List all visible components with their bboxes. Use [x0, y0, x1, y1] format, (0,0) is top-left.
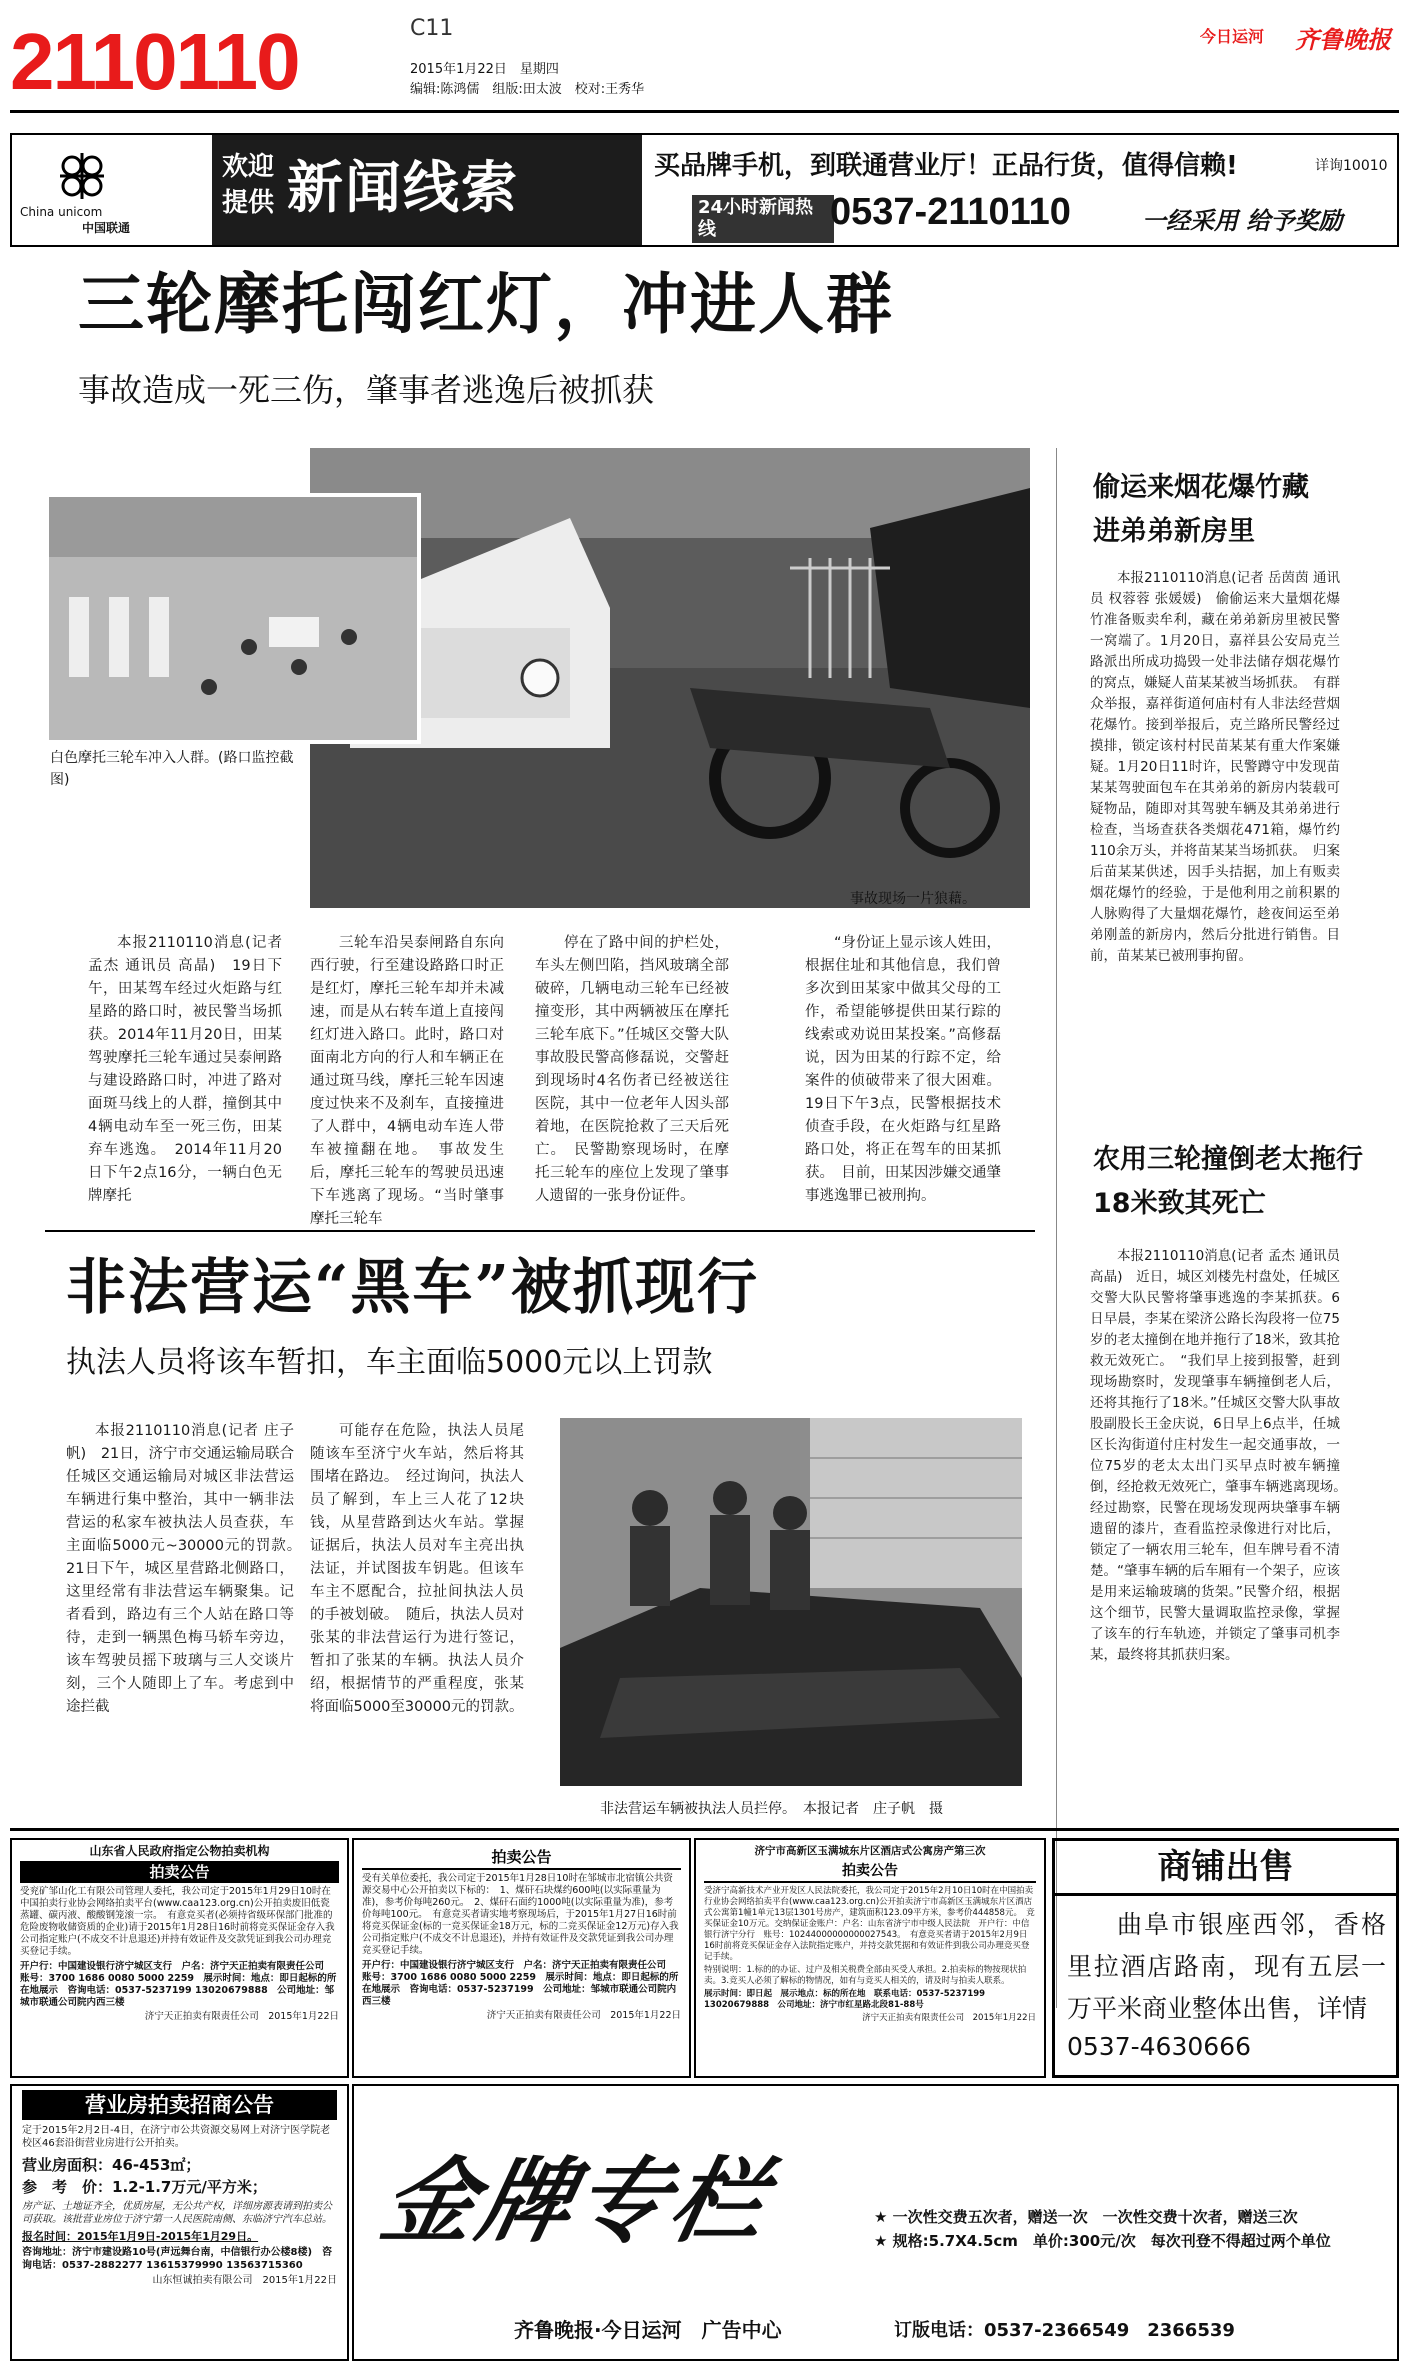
ad3-sign: 济宁天正拍卖有限责任公司 2015年1月22日 [862, 2013, 1036, 2023]
article1-col3 [535, 932, 729, 1208]
ad2-body: 受有关单位委托，我公司定于2015年1月28日10时在邹城市北宿镇公共资源交易中心公开拍卖以下标的： 1、煤矸石块煤约600吨(以实际重量为准)，参考价每吨260元。 2、煤矸石面约1000吨(以实际重量为准)，参考价每吨100元。 有意竞买者请实地考察现场后，于2015年1月27日16时前将竞买保证金(标的一竞买保证金18万元，标的二竞买保证金12万元)存入我公司指定账户(不成交不计息退还)，并持有效证件及交款凭证到我公司办理竞买登记手续。 [362, 1873, 679, 1956]
article2-title: 非法营运“黑车”被抓现行 [66, 1253, 760, 1323]
brand-en: China unicom [20, 205, 103, 219]
ad5-registration: 报名时间：2015年1月9日-2015年1月29日。 [22, 2230, 259, 2243]
article1-col4 [805, 932, 1001, 1208]
ad2-sign: 济宁天正拍卖有限责任公司 2015年1月22日 [486, 2010, 681, 2021]
article1-subtitle: 事故造成一死三伤，肇事者逃逸后被抓获 [78, 371, 655, 409]
ad1-org: 山东省人民政府指定公物拍卖机构 [89, 1844, 270, 1858]
ad1-title: 拍卖公告 [20, 1861, 339, 1883]
shop-sale-body: 曲阜市银座西邻，香格里拉酒店路南，现有五层一万平米商业整体出售，详情 [1067, 1910, 1386, 2023]
ad6-line1: 一次性交费五次者，赠送一次 一次性交费十次者，赠送三次 [892, 2208, 1298, 2226]
sidebar2-text: 本报2110110消息(记者 孟杰 通讯员 高晶) 近日，城区刘楼先村盘处，任城区交警大队民警将肇事逃逸的李某抓获。6日早晨，李某在梁济公路长沟段将一位75岁的老太撞倒在地并拖行了18米，致其抢救无效死亡。 “我们早上接到报警，赶到现场勘察时，发现肇事车辆撞倒老人后，还将其拖行了18米。”任城区交警大队事故股副股长王金庆说，6日早上6点半，任城区长沟街道付庄村发生一起交通事故，一位75岁的老太太出门买早点时被车辆撞倒，经抢救无效死亡，肇事车辆逃离现场。 经过勘察，民警在现场发现两块肇事车辆遗留的漆片，查看监控录像进行对比后，锁定了一辆农用三轮车，但车牌号看不清楚。“肇事车辆的后车厢有一个架子，应该是用来运输玻璃的货架。”民警介绍，根据这个细节，民警大量调取监控录像，掌握了该车的行车轨迹，并锁定了肇事司机李某，最终将其抓获归案。 [1090, 1248, 1354, 1663]
article1-col1-text: 本报2110110消息(记者 孟杰 通讯员 高晶) 19日下午，田某驾车经过火炬路与红星路的路口时，被民警当场抓获。2014年11月20日，田某驾驶摩托三轮车通过吴泰闸路与建设路路口时，冲进了路对面斑马线上的人群，撞倒其中4辆电动车至一死三伤，田某弃车逃逸。 2014年11月20日下午2点16分，一辆白色无牌摩托 [88, 935, 282, 1204]
auction-ad-2 [352, 1838, 691, 2078]
sidebar1-body [1090, 568, 1340, 967]
auction-ad-1 [10, 1838, 349, 2078]
auction-ad-3 [694, 1838, 1046, 2078]
gold-column-logo: 金牌专栏 [372, 2147, 780, 2255]
hotline-number: 2110110 [10, 17, 299, 106]
ad5-body: 定于2015年2月2日-4日，在济宁市公共资源交易网上对济宁医学院老校区46套沿街营业房进行公开拍卖。 [22, 2125, 331, 2149]
ad6-line2: 规格:5.7X4.5cm 单价:300元/次 每次刊登不得超过两个单位 [892, 2232, 1331, 2250]
ad6-bullet-2: ★ 规格:5.7X4.5cm 单价:300元/次 每次刊登不得超过两个单位 [874, 2232, 1331, 2250]
cctv-frame-illustration [49, 497, 417, 740]
ad3-notes: 特别说明：1.标的的办证、过户及相关税费全部由买受人承担。2.拍卖标的物按现状拍卖。3.竞买人必须了解标的物情况，如有与竞买人相关的，请及时与拍卖人联系。 [704, 1965, 1027, 1986]
unicom-knot-icon [52, 151, 112, 201]
ad2-account: 开户行：中国建设银行济宁城区支行 户名：济宁天正拍卖有限责任公司 账号：3700 1686 0080 5000 2259 展示时间：地点：即日起标的所在地展示 咨询电话：0537-5237199 公司地址：邹城市联通公司院内西三楼 [362, 1960, 679, 2007]
page-number: C11 [410, 16, 454, 41]
article2-subtitle: 执法人员将该车暂扣，车主面临5000元以上罚款 [66, 1345, 713, 1380]
cctv-inset-photo [45, 493, 421, 744]
ad5-address: 咨询地址：济宁市建设路10号(声远舞台南，中信银行办公楼8楼) 咨询电话：0537-2882277 13615379990 13563715360 [22, 2247, 333, 2271]
ad3-account: 展示时间：即日起 展示地点：标的所在地 联系电话：0537-5237199 13020679888 公司地址：济宁市红星路北段81-88号 [704, 1989, 986, 2010]
editor-credits: 编辑:陈鸿儒 组版:田太波 校对:王秀华 [410, 82, 645, 97]
ad6-bullet-1: ★ 一次性交费五次者，赠送一次 一次性交费十次者，赠送三次 [874, 2208, 1298, 2226]
article2-col2-text: 可能存在危险，执法人员尾随该车至济宁火车站，然后将其围堵在路边。 经过询问，执法人员了解到，车上三人花了12块钱，从星营路到达火车站。掌握证据后，执法人员对车主亮出执法证，并试图拔车钥匙。但该车车主不愿配合，拉扯间执法人员的手被划破。 随后，执法人员对张某的非法营运行为进行签记，暂扣了张某的车辆。执法人员介绍，根据情节的严重程度，张某将面临5000至30000元的罚款。 [310, 1423, 524, 1715]
ad3-org: 济宁市高新区玉满城东片区酒店式公寓房产第三次 [754, 1845, 986, 1857]
article1-col4-text: “身份证上显示该人姓田，根据住址和其他信息，我们曾多次到田某家中做其父母的工作，希望能够提供田某行踪的线索或劝说田某投案。”高修磊说，因为田某的行踪不定，给案件的侦破带来了很大困难。19日下午3点，民警根据技术侦查手段，在火炬路与红星路路口处，将正在驾车的田某抓获。 目前，田某因涉嫌交通肇事逃逸罪已被刑拘。 [805, 935, 1002, 1204]
article2-photo-caption: 非法营运车辆被执法人员拦停。 本报记者 庄子帆 摄 [600, 1801, 943, 1817]
ad5-title: 营业房拍卖招商公告 [22, 2090, 337, 2120]
gold-column-ad [352, 2084, 1399, 2361]
ad5-sign: 山东恒诚拍卖有限公司 2015年1月22日 [152, 2275, 337, 2286]
ad6-footer: 齐鲁晚报·今日运河 广告中心 [514, 2318, 782, 2342]
masthead-rule [10, 110, 1399, 113]
ad1-body: 受兖矿邹山化工有限公司管理人委托，我公司定于2015年1月29日10时在中国拍卖行业协会网络拍卖平台(www.caa123.org.cn)公开拍卖废旧低瓷蒸罐、碳丙液、酸酸钢笼滚一宗。 有意竞买者(必须持省级环保部门批准的危险废物收储资质的企业)请于2015年1月28日16时前将竞买保证金存入我公司指定账户(不成交不计息退还)并持有效证件及交款凭证到我公司办理竞买登记手续。 [20, 1886, 335, 1957]
ads-top-rule [10, 1828, 1399, 1831]
unicom-banner [10, 133, 1399, 247]
article2-col1-text: 本报2110110消息(记者 庄子帆) 21日，济宁市交通运输局联合任城区交通运输局对城区非法营运车辆进行集中整治，其中一辆非法营运的私家车被执法人员查获，车主面临5000元~30000元的罚款。 21日下午，城区星营路北侧路口，这里经常有非法营运车辆聚集。记者看到，路边有三个人站在路口等待，走到一辆黑色梅马轿车旁边，该车驾驶员摇下玻璃与三人交谈片刻，三个人随即上了车。考虑到中途拦截 [66, 1423, 309, 1715]
welcome-text: 欢迎提供 [222, 152, 275, 218]
ad1-account: 开户行：中国建设银行济宁城区支行 户名：济宁天正拍卖有限责任公司 账号：3700 1686 0080 5000 2259 展示时间：地点：即日起标的所在地展示 咨询电话：0537-5237199 13020679888 公司地址：邹城市联通公司院内西三楼 [20, 1961, 337, 2008]
shop-sale-title: 商铺出售 [1055, 1841, 1396, 1896]
photo-caption: 事故现场一片狼藉。 [850, 891, 976, 907]
inset-caption: 白色摩托三轮车冲入人群。(路口监控截图) [50, 750, 294, 788]
reward-text: 一经采用 给予奖励 [1142, 207, 1343, 235]
sales-auction-ad [10, 2084, 349, 2361]
article1-title: 三轮摩托闯红灯，冲进人群 [78, 265, 894, 343]
paper-logo: 齐鲁晚报 [1295, 25, 1391, 54]
ad3-body: 受济宁高新技术产业开发区人民法院委托，我公司定于2015年2月10日10时在中国拍卖行业协会网络拍卖平台(www.caa123.org.cn)公开拍卖济宁市高新区玉满城东片区酒店式公寓第1幢1单元13层1301号房产，建筑面积123.09平方米，参考价444858元。 竞买保证金10万元。交纳保证金账户：户名：山东省济宁市中级人民法院 开户行：中信银行济宁分行 账号：10244000000000027543。 有意竞买者请于2015年2月9日16时前将竞买保证金存入法院指定账户，并持交款凭据和有效证件到我公司办理竞买登记手续。 [704, 1886, 1035, 1962]
ad3-title: 拍卖公告 [704, 1861, 1036, 1883]
hotline-big: 0537-2110110 [830, 191, 1071, 233]
ad5-area: 营业房面积：46-453㎡； [22, 2156, 201, 2174]
promo-detail: 详询10010 [1315, 158, 1388, 174]
promo-text: 买品牌手机，到联通营业厅！正品行货，值得信赖! [654, 151, 1238, 181]
sidebar1-text: 本报2110110消息(记者 岳茵茵 通讯员 权蓉蓉 张媛媛) 偷偷运来大量烟花爆竹准备贩卖牟利，藏在弟弟新房里被民警一窝端了。1月20日，嘉祥县公安局克兰路派出所成功捣毁一处非法储存烟花爆竹的窝点，嫌疑人苗某某被当场抓获。 有群众举报，嘉祥街道何庙村有人非法经营烟花爆竹。接到举报后，克兰路所民警经过摸排，锁定该村村民苗某某有重大作案嫌疑。1月20日11时许，民警蹲守中发现苗某某驾驶面包车在其弟弟的新房内装载可疑物品，随即对其驾驶车辆及其弟弟进行检查，当场查获各类烟花471箱，爆竹约110余万头，并将苗某某当场抓获。 归案后苗某某供述，因手头拮据，加上有贩卖烟花爆竹的经验，于是他利用之前积累的人脉购得了大量烟花爆竹，趁夜间运至弟弟刚盖的新房内，然后分批进行销售。目前，苗某某已被刑事拘留。 [1090, 570, 1340, 964]
black-car-photo [560, 1418, 1022, 1786]
sidebar2-title: 农用三轮撞倒老太拖行18米致其死亡 [1093, 1144, 1363, 1219]
news-tips-title: 新闻线索 [287, 155, 519, 221]
sidebar1-title: 偷运来烟花爆竹藏进弟弟新房里 [1093, 472, 1309, 547]
black-car-illustration [560, 1418, 1022, 1786]
ad1-sign: 济宁天正拍卖有限责任公司 2015年1月22日 [144, 2011, 339, 2022]
shop-sale-ad [1052, 1838, 1399, 2078]
article2-col2 [310, 1420, 524, 1719]
issue-date: 2015年1月22日 星期四 [410, 62, 559, 77]
brand-cn: 中国联通 [82, 221, 131, 235]
article1-col1 [88, 932, 282, 1208]
hotline-label: 24小时新闻热线 [692, 195, 834, 243]
vertical-divider [1056, 448, 1057, 2008]
article2-col1 [66, 1420, 309, 1719]
ad5-price: 参 考 价：1.2-1.7万元/平方米； [22, 2178, 267, 2196]
article-divider [45, 1230, 1035, 1232]
article1-col2-text: 三轮车沿吴泰闸路自东向西行驶，行至建设路路口时正是红灯，摩托三轮车却并未减速，而是从右转车道上直接闯红灯进入路口。此时，路口对面南北方向的行人和车辆正在通过斑马线，摩托三轮车因速度过快来不及刹车，直接撞进了人群中，4辆电动车连人带车被撞翻在地。 事故发生后，摩托三轮车的驾驶员迅速下车逃离了现场。“当时肇事摩托三轮车 [310, 935, 504, 1227]
sidebar2-body [1090, 1246, 1354, 1666]
article1-col2 [310, 932, 504, 1231]
ad6-phone: 订版电话：0537-2366549 2366539 [894, 2320, 1235, 2341]
article1-col3-text: 停在了路中间的护栏处，车头左侧凹陷，挡风玻璃全部破碎，几辆电动三轮车已经被撞变形，其中两辆被压在摩托三轮车底下。”任城区交警大队事故股民警高修磊说，交警赶到现场时4名伤者已经被送往医院，其中一位老年人因头部着地，在医院抢救了三天后死亡。 民警勘察现场时，在摩托三轮车的座位上发现了肇事人遗留的一张身份证件。 [535, 935, 729, 1204]
section-name: 今日运河 [1200, 27, 1265, 46]
ad2-title: 拍卖公告 [362, 1846, 681, 1870]
ad5-notes: 房产证、土地证齐全，优质房屋，无公共产权，详细房源表请到拍卖公司获取。该批营业房位于济宁第一人民医院南侧、东临济宁汽车总站。 [22, 2201, 332, 2225]
shop-sale-phone: 0537-4630666 [1067, 2032, 1251, 2061]
